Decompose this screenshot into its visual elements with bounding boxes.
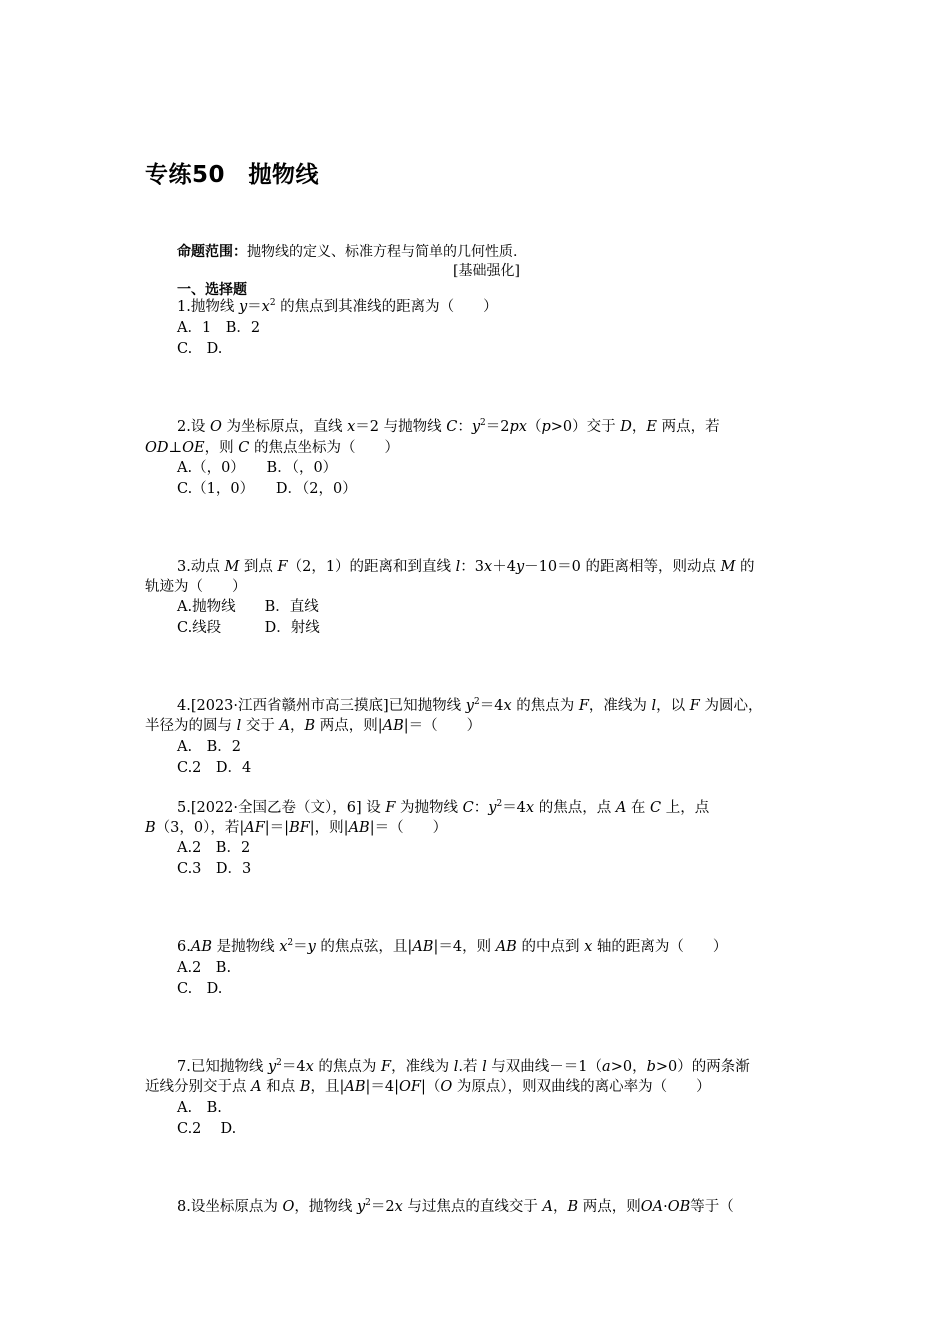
question-2-cont: OD⊥OE，则 C 的焦点坐标为（ ） — [145, 440, 399, 456]
question-8: 8.设坐标原点为 O，抛物线 $y^2=2x$ 与过焦点的直线交于 A，B 两点，则OA·OB等于（ — [177, 1198, 734, 1215]
question-7-cont: 近线分别交于点 A 和点 B，且|AB|＝4|OF|（O 为原点），则双曲线的离心率为（ ） — [145, 1079, 711, 1095]
q4-options-ab: A. B．2 — [177, 739, 241, 755]
page-title: 专练50 抛物线 — [145, 162, 320, 188]
question-6: 6.AB 是抛物线 $x^2=y$ 的焦点弦，且|AB|＝4，则 AB 的中点到 x 轴的距离为（ ） — [177, 938, 728, 955]
section-heading: 一、选择题 — [177, 282, 247, 298]
q6-options-ab: A.2 B. — [177, 960, 232, 976]
q5-options-cd: C.3 D．3 — [177, 861, 252, 877]
question-5: 5.[2022·全国乙卷（文），6] 设 F 为抛物线 C：$y^2=4x$ 的焦点，点 A 在 C 上，点 — [177, 799, 710, 816]
scope-line — [177, 241, 517, 261]
q2-options-ab: A.（，0） B．（，0） — [177, 460, 338, 476]
question-5-cont: B（3，0），若|AF|＝|BF|，则|AB|＝（ ） — [145, 820, 448, 836]
q1-options-cd: C. D. — [177, 341, 223, 357]
q3-options-ab: A.抛物线 B．直线 — [177, 599, 319, 615]
q7-options-ab: A. B. — [177, 1100, 222, 1116]
subheading: [基础强化] — [453, 263, 520, 279]
q3-options-cd: C.线段 D．射线 — [177, 620, 320, 636]
scope-label: 命题范围： — [177, 244, 247, 260]
question-3: 3.动点 M 到点 F（2，1）的距离和到直线 l：3x＋4y－10＝0 的距离相等，则动点 M 的 — [177, 559, 755, 575]
question-4: 4.[2023·江西省赣州市高三摸底]已知抛物线 $y^2=4x$ 的焦点为 F，准线为 l，以 F 为圆心， — [177, 697, 763, 714]
question-4-cont: 半径为的圆与 l 交于 A，B 两点，则|AB|＝（ ） — [145, 718, 482, 734]
q7-options-cd: C.2 D. — [177, 1121, 237, 1137]
q6-options-cd: C. D. — [177, 981, 223, 997]
q4-options-cd: C.2 D．4 — [177, 760, 252, 776]
question-1: 1.抛物线 $y=x^2$ 的焦点到其准线的距离为（ ） — [177, 298, 498, 315]
question-3-cont: 轨迹为（ ） — [145, 579, 247, 595]
question-7: 7.已知抛物线 $y^2=4x$ 的焦点为 F，准线为 l.若 l 与双曲线－＝1（a>0，b>0）的两条渐 — [177, 1058, 750, 1075]
scope-text: 抛物线的定义、标准方程与简单的几何性质. — [247, 244, 518, 260]
q2-options-cd: C.（1，0） D．（2，0） — [177, 481, 357, 497]
question-2: 2.设 O 为坐标原点，直线 x＝2 与抛物线 C：$y^2=2px(p>0)$交于 D，E 两点，若 — [177, 418, 720, 435]
q1-options-ab: A．1 B．2 — [177, 320, 261, 336]
q5-options-ab: A.2 B．2 — [177, 840, 251, 856]
